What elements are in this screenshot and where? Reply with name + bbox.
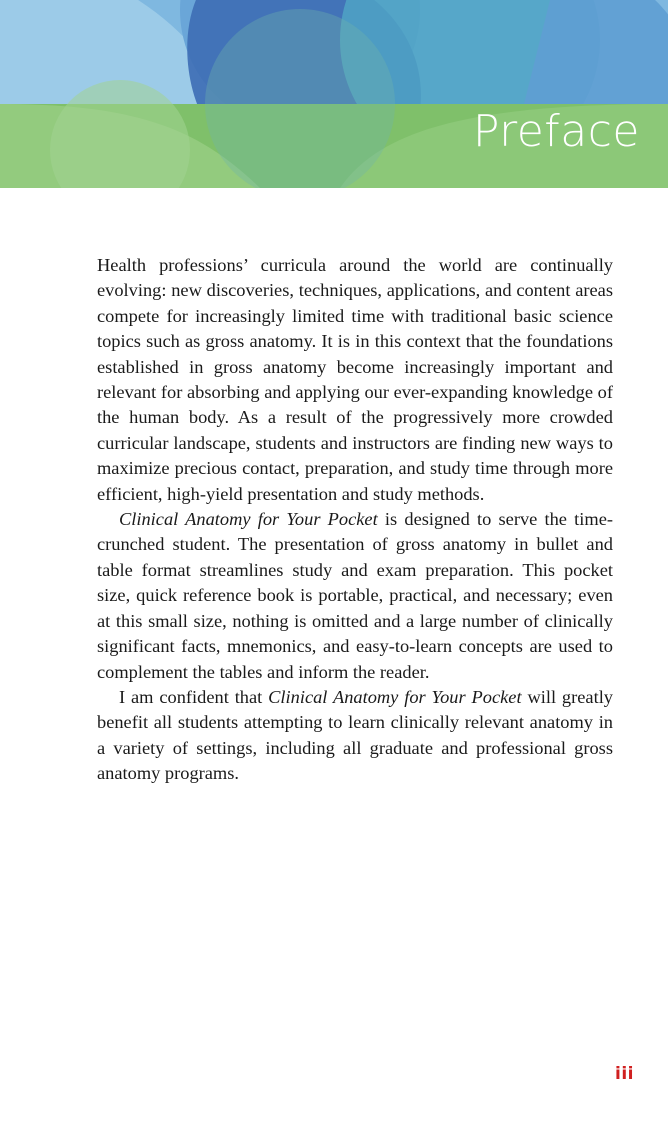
paragraph-3 — [97, 685, 613, 787]
preface-body — [97, 253, 613, 787]
book-title-italic: Clinical Anatomy for Your Pocket — [119, 509, 378, 530]
text-run: will greatly benefit all students attempting to learn clinically relevant anatomy in a variety of settings, including all graduate and professional gross anatomy programs. — [97, 686, 613, 784]
decorative-header-banner — [0, 0, 668, 188]
page-title: Preface — [472, 106, 640, 157]
paragraph-2 — [97, 507, 613, 685]
text-run: Health professions’ curricula around the world are continually evolving: new discoveries, techniques, applications, and content areas compete for increasingly limited time with traditional basic science topics such as gross anatomy. It is in this context that the foundations established in gross anatomy become increasingly important and relevant for absorbing and applying our ever-expanding knowledge of the human body. As a result of the progressively more crowded curricular landscape, students and instructors are finding new ways to maximize precious contact, preparation, and study time through more efficient, high-yield presentation and study methods. — [97, 255, 613, 504]
text-run: is designed to serve the time-crunched student. The presentation of gross anatomy in bullet and table format streamlines study and exam preparation. This pocket size, quick reference book is portable, practical, and necessary; even at this small size, nothing is omitted and a large number of clinically significant facts, mnemonics, and easy-to-learn concepts are used to complement the tables and inform the reader. — [97, 509, 613, 682]
paragraph-1 — [97, 253, 613, 507]
page-number: iii — [615, 1064, 634, 1084]
book-title-italic: Clinical Anatomy for Your Pocket — [268, 686, 522, 707]
text-run: I am confident that — [119, 686, 269, 707]
